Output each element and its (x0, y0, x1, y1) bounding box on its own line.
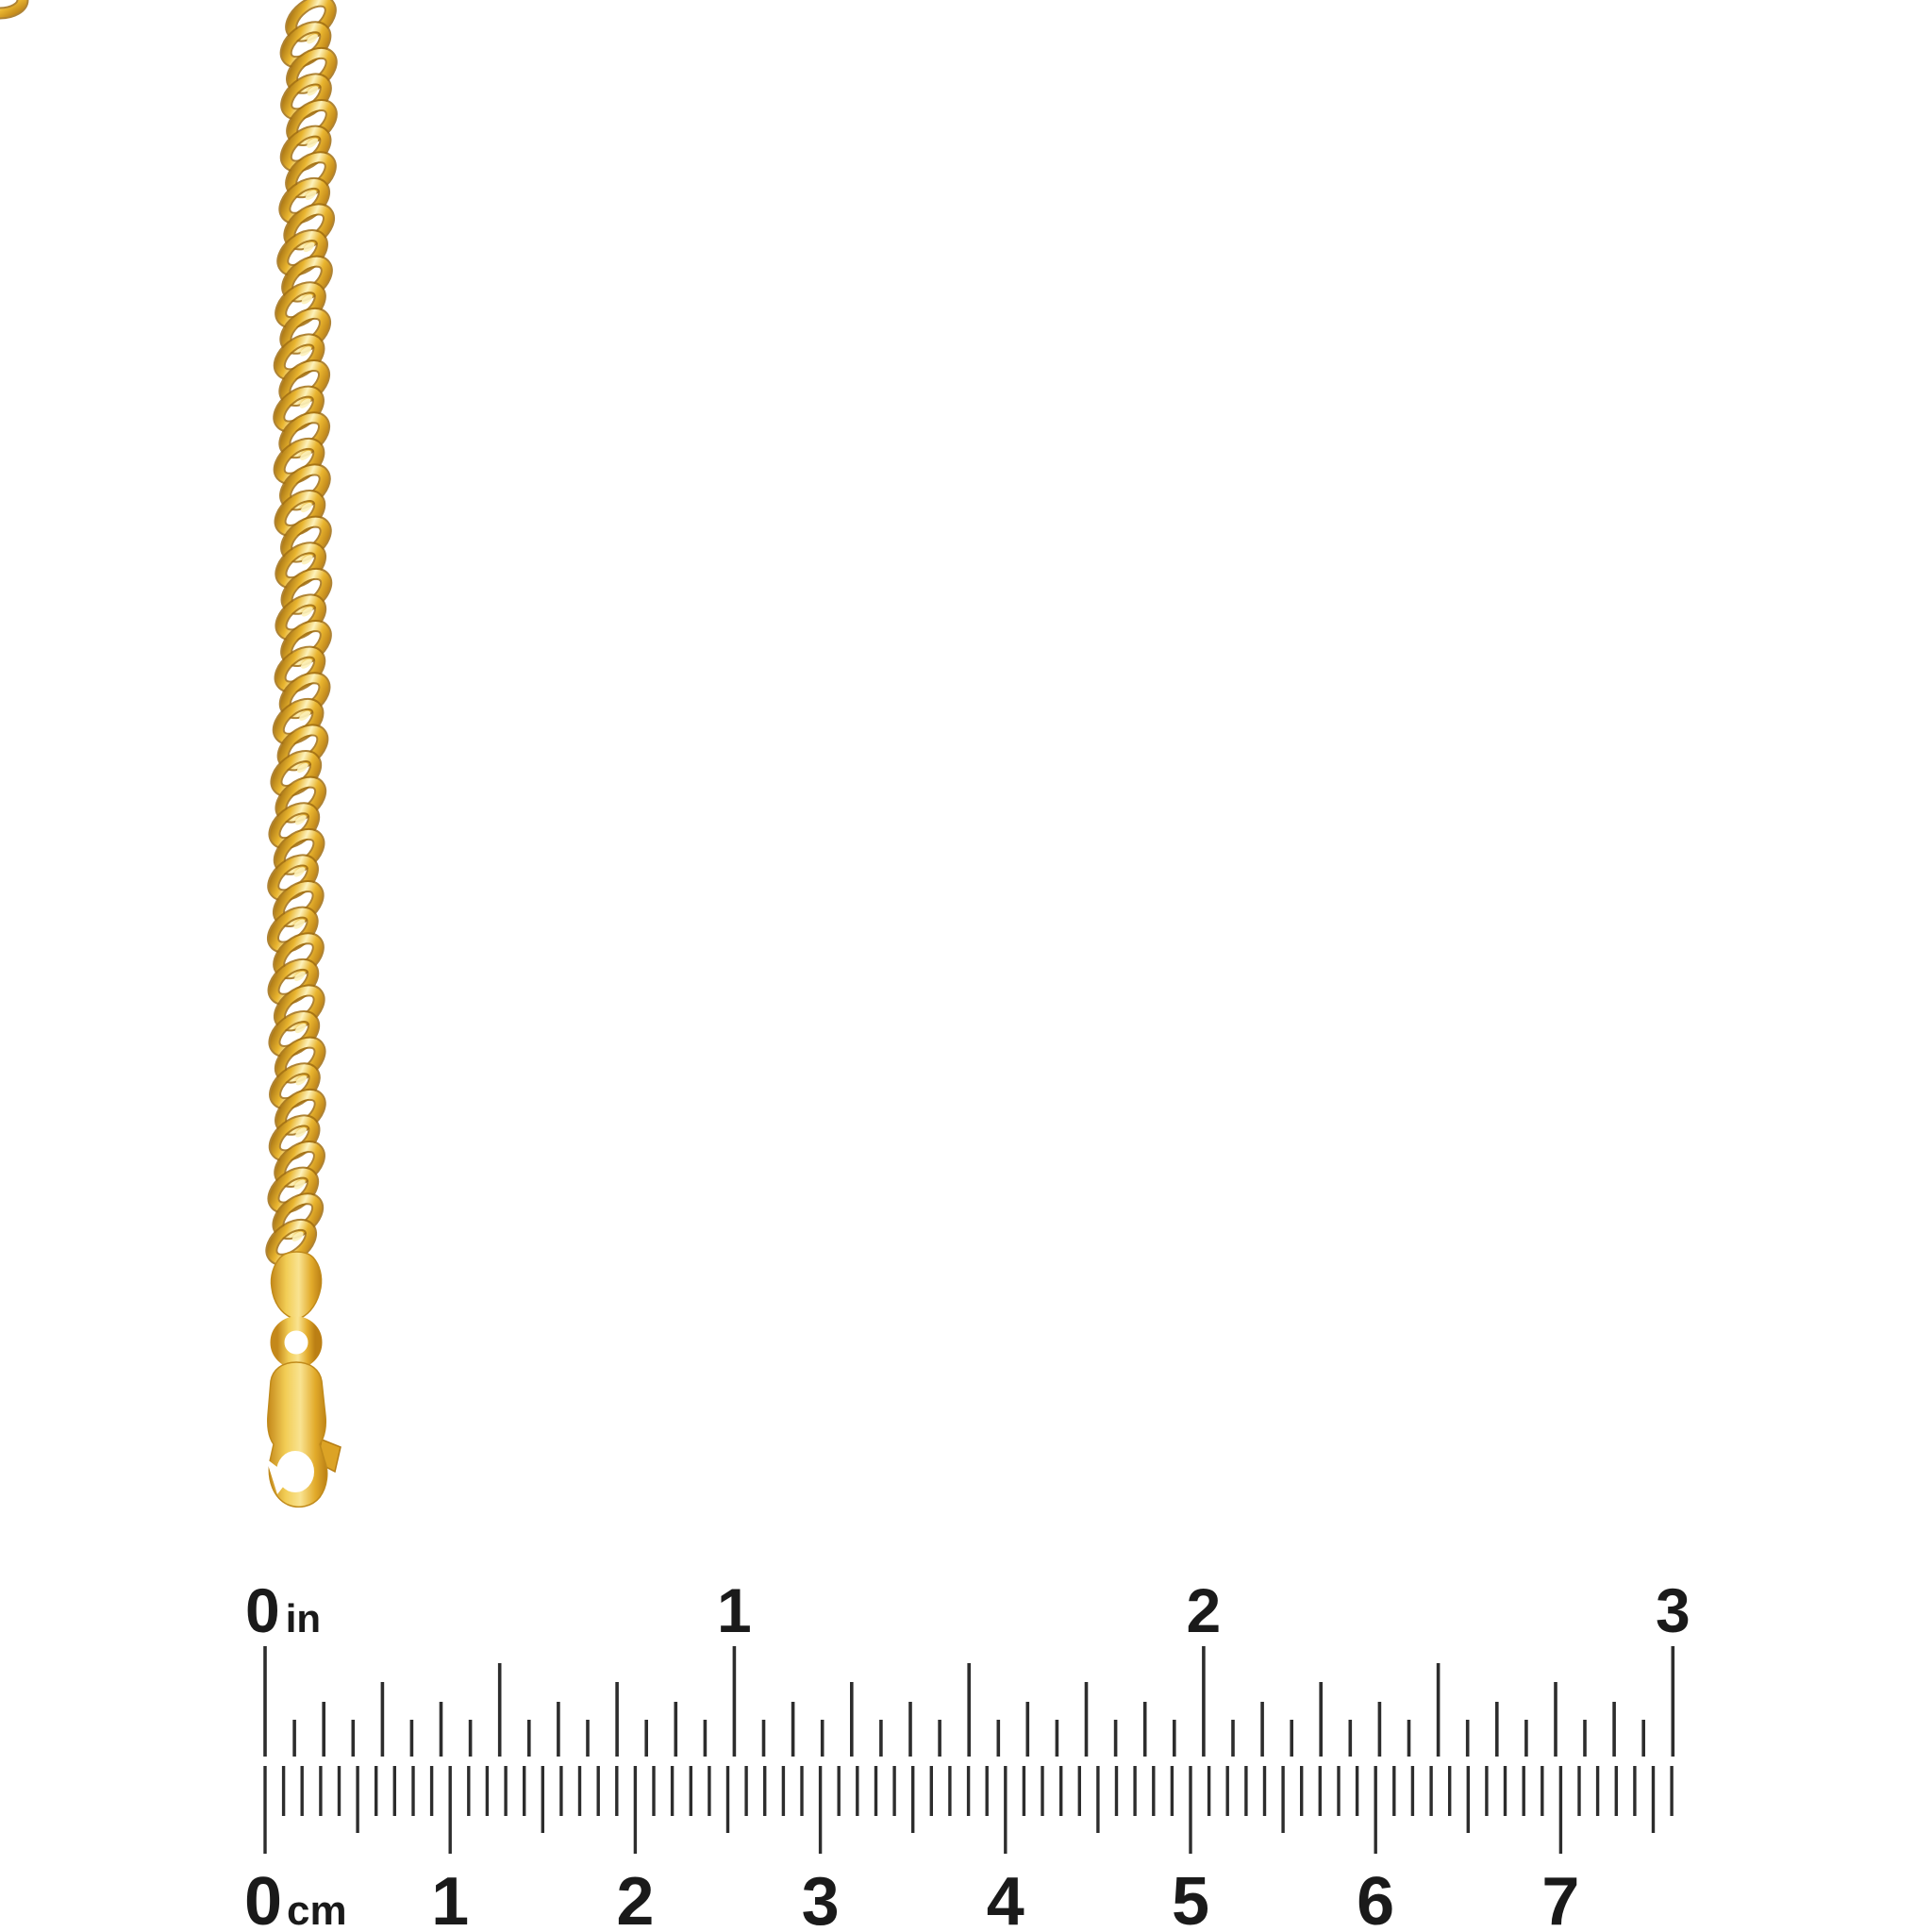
cm-label-7: 7 (1541, 1864, 1580, 1932)
inch-scale-ticks (265, 1646, 1673, 1757)
cm-label-1: 1 (431, 1864, 470, 1932)
end-cap-shape (271, 1252, 321, 1318)
cm-label-5: 5 (1171, 1864, 1210, 1932)
lobster-clasp (266, 1362, 341, 1507)
cm-label-0: 0 cm (244, 1864, 347, 1932)
cm-label-6: 6 (1357, 1864, 1395, 1932)
chain-end-cap (271, 1252, 321, 1318)
ruler-labels (244, 1575, 1690, 1932)
cm-unit-label: cm (287, 1888, 347, 1932)
inch-label-2: 2 (1186, 1575, 1222, 1645)
inch-label-1: 1 (717, 1575, 752, 1645)
cm-label-4: 4 (986, 1864, 1024, 1932)
cm-label-2: 2 (616, 1864, 655, 1932)
jump-ring-shape (277, 1324, 315, 1361)
inch-unit-label: in (285, 1596, 322, 1641)
cm-label-3: 3 (801, 1864, 840, 1932)
inch-label-0: 0 in (245, 1575, 322, 1645)
ruler (244, 1575, 1690, 1932)
inch-label-3: 3 (1655, 1575, 1690, 1645)
cm-scale-ticks (265, 1766, 1672, 1854)
jump-ring (277, 1324, 315, 1361)
gold-rope-chain (0, 0, 338, 1267)
